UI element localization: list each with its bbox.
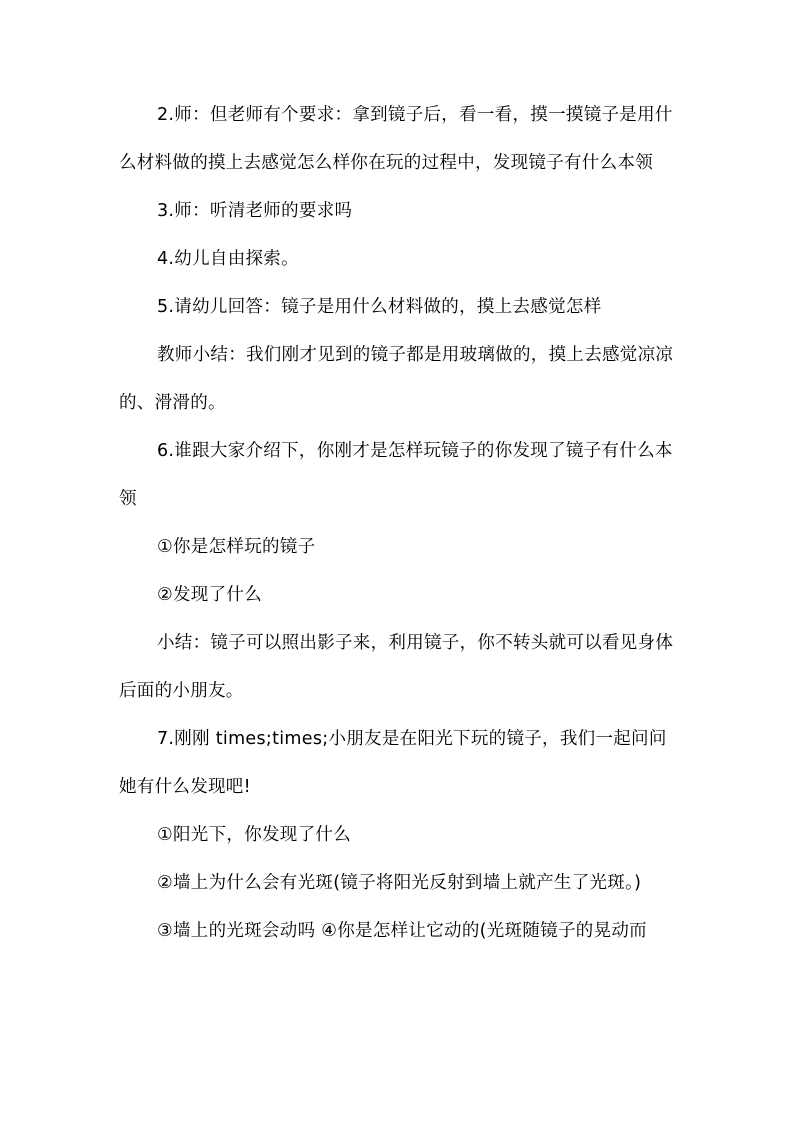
paragraph-how-play: ①你是怎样玩的镜子: [157, 537, 316, 557]
paragraph-sunlight-found: ①阳光下，你发现了什么: [157, 825, 351, 845]
paragraph-teacher-requirement: 2.师：但老师有个要求：拿到镜子后，看一看，摸一摸镜子是用什么材料做的摸上去感觉怎么样你在玩的过程中，发现镜子有什么本领: [119, 105, 673, 173]
paragraph-introduce-play: 6.谁跟大家介绍下，你刚才是怎样玩镜子的你发现了镜子有什么本领: [119, 441, 673, 509]
paragraph-free-exploration: 4.幼儿自由探索。: [157, 249, 299, 269]
paragraph-light-spot-move: ③墙上的光斑会动吗 ④你是怎样让它动的(光斑随镜子的晃动而: [157, 921, 647, 941]
paragraph-summary-reflection: 小结：镜子可以照出影子来，利用镜子，你不转头就可以看见身体后面的小朋友。: [119, 633, 674, 701]
paragraph-teacher-summary: 教师小结：我们刚才见到的镜子都是用玻璃做的，摸上去感觉凉凉的、滑滑的。: [119, 345, 674, 413]
paragraph-light-spot-reason: ②墙上为什么会有光斑(镜子将阳光反射到墙上就产生了光斑。): [157, 873, 642, 893]
paragraph-what-found: ②发现了什么: [157, 585, 262, 605]
paragraph-children-answer: 5.请幼儿回答：镜子是用什么材料做的，摸上去感觉怎样: [157, 297, 602, 317]
paragraph-sunlight-play: 7.刚刚 times;times;小朋友是在阳光下玩的镜子，我们一起问问她有什么发现吧!: [119, 729, 667, 797]
paragraph-listen-requirement: 3.师：听清老师的要求吗: [157, 201, 353, 221]
document-body: [119, 91, 679, 955]
